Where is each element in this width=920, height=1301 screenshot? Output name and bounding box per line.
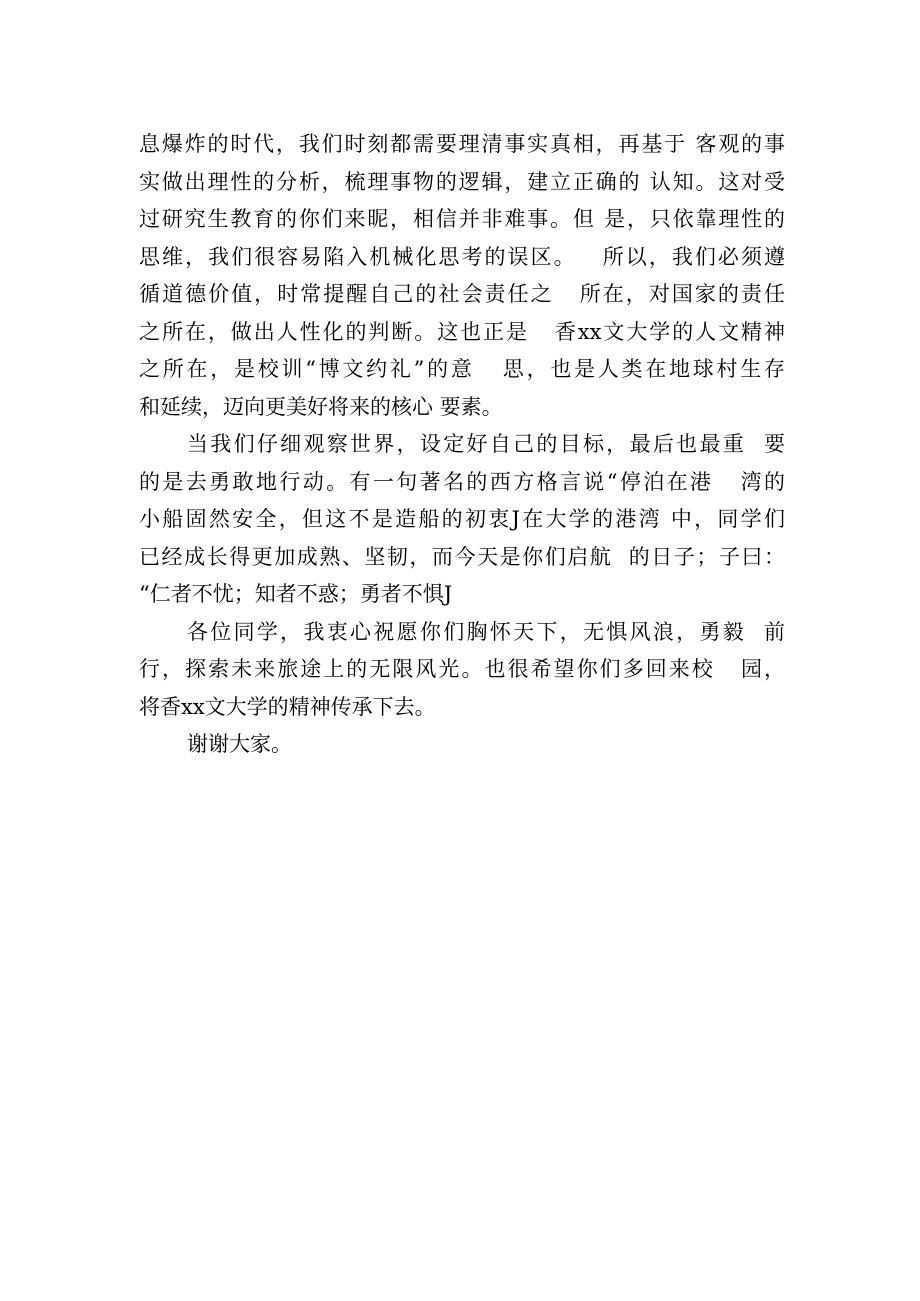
text-line: 各位同学，我衷心祝愿你们胸怀天下，无惧风浪，勇毅 前 [187, 619, 785, 644]
text-line: 思维，我们很容易陷入机械化思考的误区。 所以，我们必须遵 [139, 244, 785, 269]
text-line: 谢谢大家。 [187, 732, 292, 756]
text-line: 过研究生教育的你们来昵，相信并非难事。但 是，只依靠理性的 [139, 207, 785, 231]
text-line: 行，探索未来旅途上的无限风光。也很希望你们多回来校 园， [139, 657, 785, 681]
text-line: 循道德价值，时常提醒自己的社会责任之 所在，对国家的责任 [139, 282, 785, 306]
text-line: “仁者不忧；知者不惑；勇者不惧J [139, 582, 453, 606]
text-line: 已经成长得更加成熟、坚韧，而今天是你们启航 的日子；子曰： [139, 544, 785, 569]
text-line: 之所在，是校训“博文约礼”的意 思，也是人类在地球村生存 [139, 357, 785, 381]
text-line: 息爆炸的时代，我们时刻都需要理清事实真相，再基于 客观的事 [139, 132, 785, 156]
document-body [139, 126, 785, 764]
text-line: 之所在，做出人性化的判断。这也正是 香xx文大学的人文精神 [139, 319, 785, 344]
text-line: 将香xx文大学的精神传承下去。 [139, 694, 436, 719]
text-line: 当我们仔细观察世界，设定好自己的目标，最后也最重 要 [187, 432, 785, 456]
text-line: 和延续，迈向更美好将来的核心 要素。 [139, 394, 503, 419]
text-line: 实做出理性的分析，梳理事物的逻辑，建立正确的 认知。这对受 [139, 169, 785, 194]
paragraph-4 [139, 726, 785, 764]
text-line: 小船固然安全，但这不是造船的初衷J在大学的港湾 中，同学们 [139, 507, 785, 531]
paragraph-1 [139, 126, 785, 426]
paragraph-2 [139, 426, 785, 614]
paragraph-3 [139, 614, 785, 727]
text-line: 的是去勇敢地行动。有一句著名的西方格言说“停泊在港 湾的 [139, 469, 785, 494]
